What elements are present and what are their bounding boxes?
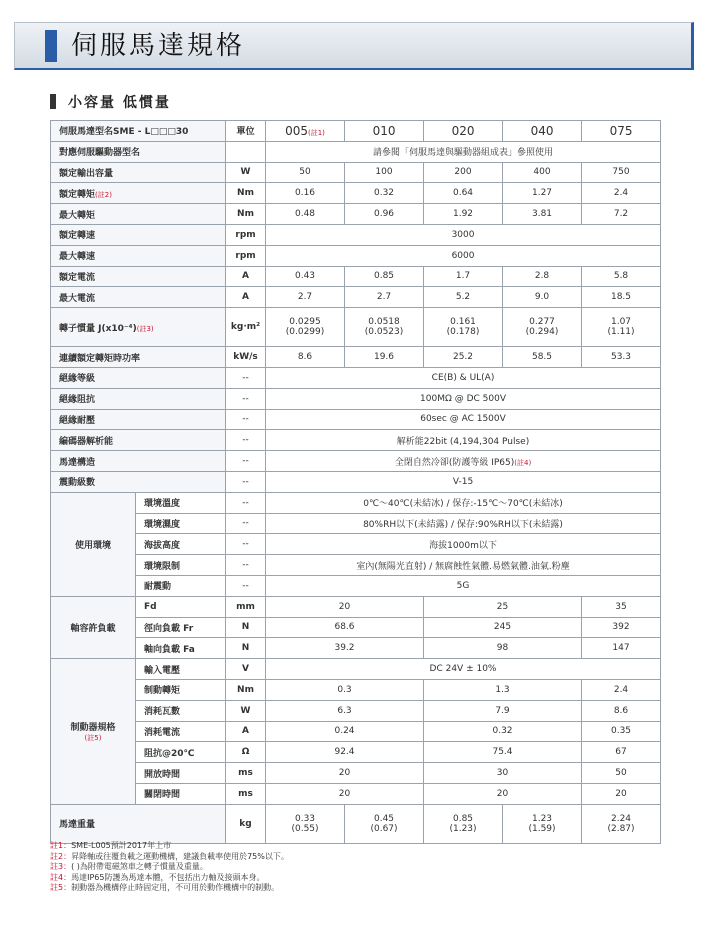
row-label: 消耗瓦數	[136, 700, 226, 721]
value-cell: 19.6	[345, 347, 424, 368]
value-cell: 67	[582, 742, 661, 763]
value-cell: 58.5	[503, 347, 582, 368]
unit-cell: Nm	[226, 679, 266, 700]
row-label: 對應伺服驅動器型名	[51, 141, 226, 162]
value-cell: 68.6	[266, 617, 424, 638]
unit-cell: rpm	[226, 224, 266, 245]
row-label: 環境溫度	[136, 492, 226, 513]
value-cell: 20	[266, 596, 424, 617]
value-cell: 3000	[266, 224, 661, 245]
value-cell: 200	[424, 162, 503, 183]
unit-cell: ms	[226, 763, 266, 784]
value-cell: 80%RH以下(未結露) / 保存:90%RH以下(未結露)	[266, 513, 661, 534]
table-row	[51, 266, 661, 287]
table-row	[51, 245, 661, 266]
table-row	[51, 804, 661, 843]
row-label: 額定電流	[51, 266, 226, 287]
section-title: 小容量 低慣量	[68, 95, 171, 111]
value-cell: 2.24 (2.87)	[582, 804, 661, 843]
model-cell: 020	[424, 121, 503, 142]
row-label: 額定轉速	[51, 224, 226, 245]
value-cell: CE(B) & UL(A)	[266, 367, 661, 388]
table-row	[51, 347, 661, 368]
row-label: 絕緣等級	[51, 367, 226, 388]
value-cell: 0.3	[266, 679, 424, 700]
table-row	[51, 596, 661, 617]
value-cell: 35	[582, 596, 661, 617]
value-cell: 海拔1000m以下	[266, 534, 661, 555]
value-cell: 20	[266, 763, 424, 784]
value-cell: 5.2	[424, 287, 503, 308]
value-cell: 全閉自然冷卻(防護等級 IP65)(註4)	[266, 451, 661, 472]
group-label: 制動器規格 (註5)	[51, 659, 136, 805]
model-cell: 005(註1)	[266, 121, 345, 142]
table-row	[51, 492, 661, 513]
value-cell: 1.7	[424, 266, 503, 287]
table-row	[51, 700, 661, 721]
value-cell: 0.35	[582, 721, 661, 742]
row-label: 環境濕度	[136, 513, 226, 534]
footnotes	[50, 841, 289, 894]
table-row	[51, 287, 661, 308]
value-cell: 1.07 (1.11)	[582, 308, 661, 347]
table-row	[51, 763, 661, 784]
value-cell: 1.27	[503, 183, 582, 204]
unit-cell: --	[226, 430, 266, 451]
value-cell: 0.43	[266, 266, 345, 287]
value-cell: 0.32	[345, 183, 424, 204]
table-header-row	[51, 121, 661, 142]
unit-cell: --	[226, 575, 266, 596]
value-cell: 0.48	[266, 204, 345, 225]
value-cell: 0.85	[345, 266, 424, 287]
value-cell: 0.85 (1.23)	[424, 804, 503, 843]
unit-cell: V	[226, 659, 266, 680]
value-cell: 147	[582, 638, 661, 659]
row-label: 連續額定轉矩時功率	[51, 347, 226, 368]
row-label: 最大轉矩	[51, 204, 226, 225]
table-row	[51, 617, 661, 638]
row-label: 制動轉矩	[136, 679, 226, 700]
value-cell: 0.161 (0.178)	[424, 308, 503, 347]
model-cell: 040	[503, 121, 582, 142]
table-row	[51, 721, 661, 742]
value-cell: 2.7	[266, 287, 345, 308]
value-cell: 100	[345, 162, 424, 183]
unit-cell: kW/s	[226, 347, 266, 368]
row-label: 環境限制	[136, 555, 226, 576]
value-cell: 75.4	[424, 742, 582, 763]
value-cell: 50	[266, 162, 345, 183]
value-cell: 39.2	[266, 638, 424, 659]
value-cell: 9.0	[503, 287, 582, 308]
value-cell: 392	[582, 617, 661, 638]
unit-cell: Ω	[226, 742, 266, 763]
unit-cell: --	[226, 388, 266, 409]
value-cell: DC 24V ± 10%	[266, 659, 661, 680]
value-cell: 0.96	[345, 204, 424, 225]
table-row	[51, 783, 661, 804]
group-label: 使用環境	[51, 492, 136, 596]
value-cell: 請參閱「伺服馬達與驅動器組成表」參照使用	[266, 141, 661, 162]
group-label: 軸容許負載	[51, 596, 136, 658]
unit-cell: rpm	[226, 245, 266, 266]
unit-cell: kg	[226, 804, 266, 843]
value-cell: 92.4	[266, 742, 424, 763]
title-accent-bar	[45, 30, 57, 62]
page-title: 伺服馬達規格	[71, 31, 246, 61]
row-label: 耐震動	[136, 575, 226, 596]
section-accent-bar	[50, 94, 56, 109]
value-cell: 60sec @ AC 1500V	[266, 409, 661, 430]
unit-cell: ms	[226, 783, 266, 804]
row-label: 阻抗@20℃	[136, 742, 226, 763]
value-cell: 400	[503, 162, 582, 183]
row-label: 徑向負載 Fr	[136, 617, 226, 638]
value-cell: 0.0295 (0.0299)	[266, 308, 345, 347]
row-label: 輸入電壓	[136, 659, 226, 680]
value-cell: 25.2	[424, 347, 503, 368]
unit-cell: W	[226, 700, 266, 721]
value-cell: 53.3	[582, 347, 661, 368]
unit-cell: --	[226, 451, 266, 472]
table-row	[51, 742, 661, 763]
value-cell: 5.8	[582, 266, 661, 287]
value-cell: 1.92	[424, 204, 503, 225]
unit-cell: --	[226, 367, 266, 388]
value-cell: 100MΩ @ DC 500V	[266, 388, 661, 409]
footnote: 註3：( )為附帶電磁煞車之轉子慣量及重量。	[50, 862, 208, 871]
value-cell: 0.24	[266, 721, 424, 742]
unit-cell: --	[226, 409, 266, 430]
table-row	[51, 451, 661, 472]
table-row	[51, 183, 661, 204]
table-row	[51, 555, 661, 576]
value-cell: 25	[424, 596, 582, 617]
unit-cell: mm	[226, 596, 266, 617]
row-label: 額定轉矩(註2)	[51, 183, 226, 204]
table-row	[51, 430, 661, 451]
value-cell: 20	[424, 783, 582, 804]
title-banner	[14, 22, 694, 70]
model-cell: 010	[345, 121, 424, 142]
unit-cell: N	[226, 617, 266, 638]
value-cell: V-15	[266, 471, 661, 492]
table-row	[51, 513, 661, 534]
value-cell: 3.81	[503, 204, 582, 225]
value-cell: 7.2	[582, 204, 661, 225]
value-cell: 750	[582, 162, 661, 183]
table-row	[51, 409, 661, 430]
value-cell: 30	[424, 763, 582, 784]
value-cell: 0.33 (0.55)	[266, 804, 345, 843]
row-label: 額定輸出容量	[51, 162, 226, 183]
footnote: 註5：制動器為機構停止時固定用，不可用於動作機構中的制動。	[50, 883, 280, 892]
unit-cell: Nm	[226, 204, 266, 225]
value-cell: 7.9	[424, 700, 582, 721]
row-label: 震動級數	[51, 471, 226, 492]
unit-cell: A	[226, 266, 266, 287]
unit-cell: W	[226, 162, 266, 183]
unit-cell: --	[226, 534, 266, 555]
row-label: Fd	[136, 596, 226, 617]
value-cell: 2.7	[345, 287, 424, 308]
table-row	[51, 534, 661, 555]
value-cell: 0.277 (0.294)	[503, 308, 582, 347]
value-cell: 解析能22bit (4,194,304 Pulse)	[266, 430, 661, 451]
row-label: 海拔高度	[136, 534, 226, 555]
row-label: 最大轉速	[51, 245, 226, 266]
row-label: 軸向負載 Fa	[136, 638, 226, 659]
value-cell: 1.3	[424, 679, 582, 700]
table-row	[51, 638, 661, 659]
row-label: 最大電流	[51, 287, 226, 308]
value-cell: 98	[424, 638, 582, 659]
value-cell: 2.4	[582, 183, 661, 204]
value-cell: 0.64	[424, 183, 503, 204]
value-cell: 0.16	[266, 183, 345, 204]
value-cell: 2.4	[582, 679, 661, 700]
value-cell: 6.3	[266, 700, 424, 721]
unit-header: 單位	[226, 121, 266, 142]
value-cell: 8.6	[266, 347, 345, 368]
value-cell: 1.23 (1.59)	[503, 804, 582, 843]
value-cell: 0.45 (0.67)	[345, 804, 424, 843]
value-cell: 18.5	[582, 287, 661, 308]
row-label: 轉子慣量 J(x10⁻⁴)(註3)	[51, 308, 226, 347]
table-row	[51, 141, 661, 162]
value-cell: 50	[582, 763, 661, 784]
unit-cell: kg·m²	[226, 308, 266, 347]
row-label: 馬達構造	[51, 451, 226, 472]
table-row	[51, 204, 661, 225]
value-cell: 2.8	[503, 266, 582, 287]
table-row	[51, 471, 661, 492]
value-cell: 0.0518 (0.0523)	[345, 308, 424, 347]
unit-cell: N	[226, 638, 266, 659]
table-row	[51, 575, 661, 596]
row-label: 絕緣阻抗	[51, 388, 226, 409]
spec-table	[50, 120, 661, 844]
unit-cell: A	[226, 721, 266, 742]
row-label: 消耗電流	[136, 721, 226, 742]
table-row	[51, 162, 661, 183]
value-cell: 20	[266, 783, 424, 804]
value-cell: 6000	[266, 245, 661, 266]
unit-cell: --	[226, 492, 266, 513]
value-cell: 8.6	[582, 700, 661, 721]
row-label: 關閉時間	[136, 783, 226, 804]
row-label: 馬達重量	[51, 804, 226, 843]
model-cell: 075	[582, 121, 661, 142]
unit-cell	[226, 141, 266, 162]
value-cell: 0.32	[424, 721, 582, 742]
value-cell: 室內(無陽光直射) / 無腐蝕性氣體.易燃氣體.油氣.粉塵	[266, 555, 661, 576]
unit-cell: --	[226, 471, 266, 492]
footnote: 註4：馬達IP65防護為馬達本體，不包括出力軸及接頭本身。	[50, 872, 265, 882]
table-row	[51, 679, 661, 700]
table-row	[51, 388, 661, 409]
row-label: 開放時間	[136, 763, 226, 784]
table-row	[51, 224, 661, 245]
unit-cell: --	[226, 555, 266, 576]
table-row	[51, 367, 661, 388]
model-label: 伺服馬達型名SME - L□□□30	[51, 121, 226, 142]
unit-cell: --	[226, 513, 266, 534]
table-row	[51, 308, 661, 347]
row-label: 編碼器解析能	[51, 430, 226, 451]
footnote: 註2：昇降軸或往覆負載之運動機構，建議負載率使用於75%以下。	[50, 851, 289, 861]
footnote: 註1：SME-L005預計2017年上市	[50, 841, 172, 850]
unit-cell: A	[226, 287, 266, 308]
value-cell: 245	[424, 617, 582, 638]
unit-cell: Nm	[226, 183, 266, 204]
table-row	[51, 659, 661, 680]
value-cell: 0℃～40℃(未結冰) / 保存:-15℃～70℃(未結冰)	[266, 492, 661, 513]
value-cell: 5G	[266, 575, 661, 596]
row-label: 絕緣耐壓	[51, 409, 226, 430]
value-cell: 20	[582, 783, 661, 804]
